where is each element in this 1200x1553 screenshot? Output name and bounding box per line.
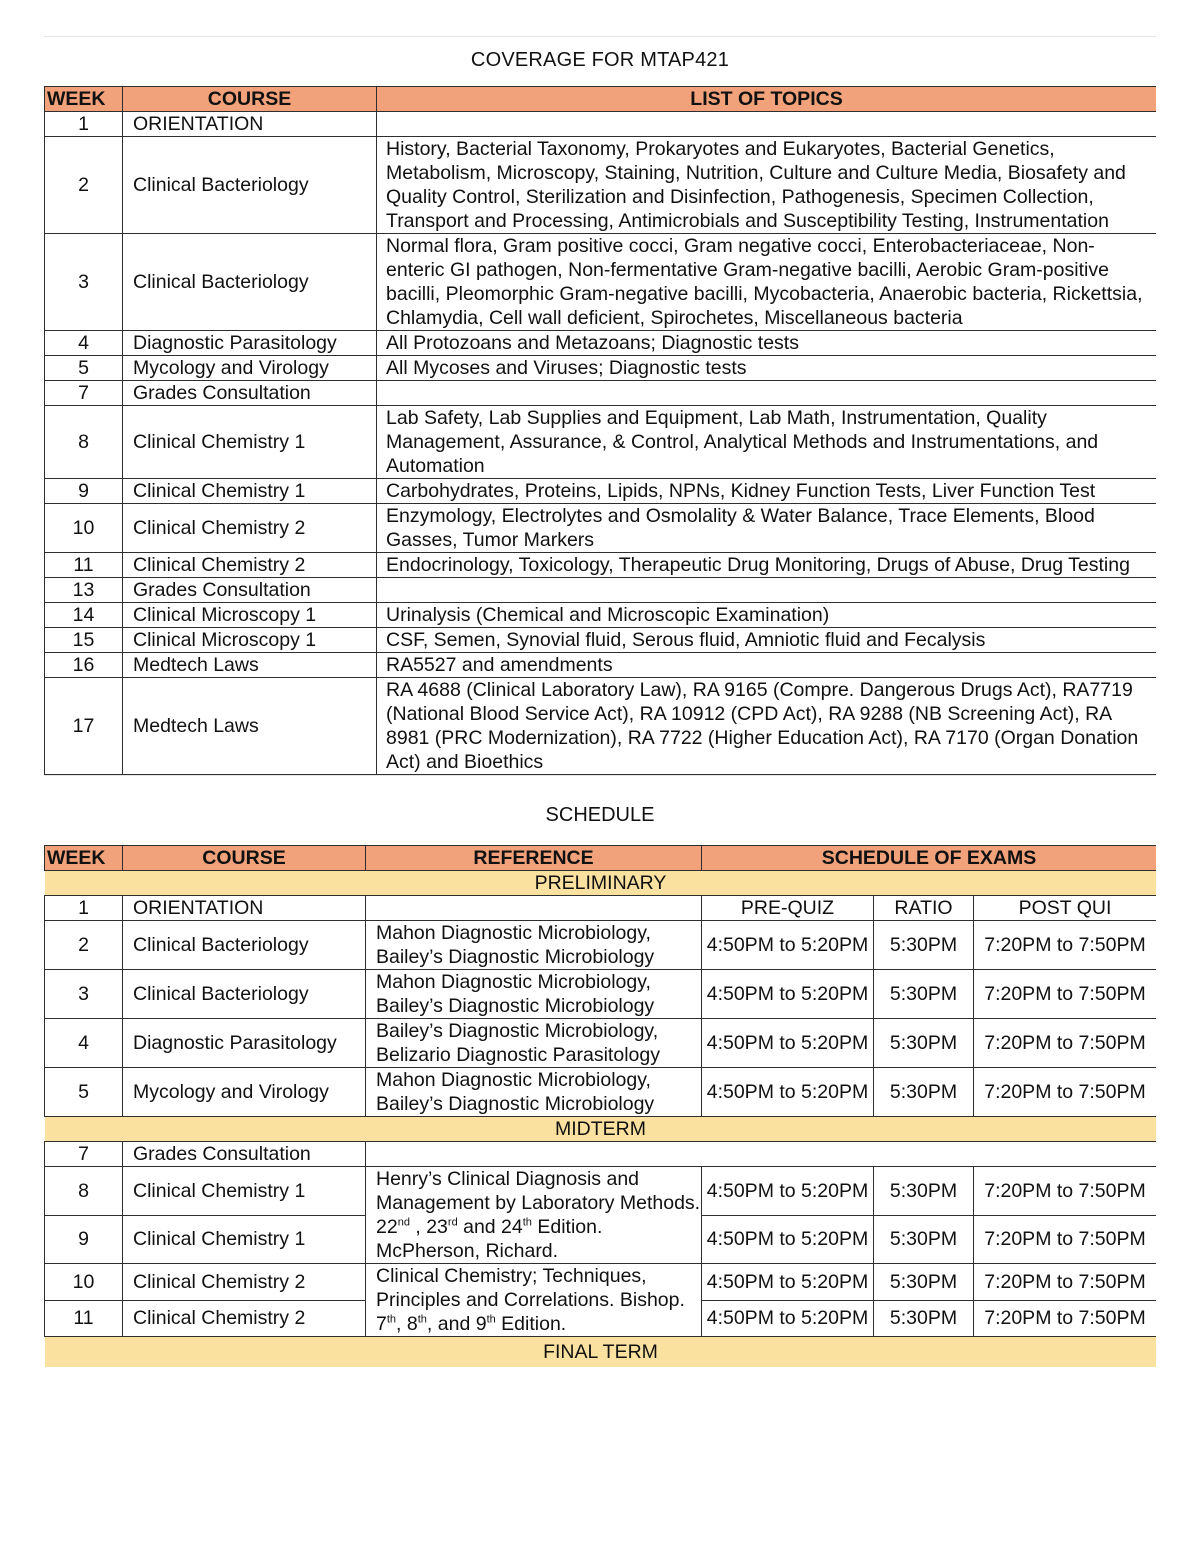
header-week: WEEK (45, 87, 123, 112)
topics-cell (377, 112, 1157, 137)
superscript: th (522, 1216, 532, 1229)
topics-cell: Carbohydrates, Proteins, Lipids, NPNs, Kidney Function Tests, Liver Function Test (377, 479, 1157, 504)
ratio-cell: 5:30PM (874, 1300, 974, 1337)
superscript: nd (397, 1216, 410, 1229)
topics-cell: All Protozoans and Metazoans; Diagnostic tests (377, 331, 1157, 356)
header-course: COURSE (123, 87, 377, 112)
schedule-table (44, 845, 1156, 1367)
section-row (45, 1117, 1157, 1142)
course-cell: Medtech Laws (123, 678, 377, 775)
postquiz-cell: 7:20PM to 7:50PM (974, 1167, 1157, 1216)
superscript: th (417, 1313, 427, 1326)
prequiz-cell: 4:50PM to 5:20PM (702, 1019, 874, 1068)
reference-cell (366, 896, 702, 921)
week-cell: 5 (45, 356, 123, 381)
course-cell: Mycology and Virology (123, 1068, 366, 1117)
coverage-row (45, 406, 1157, 479)
section-row (45, 1337, 1157, 1368)
coverage-row (45, 678, 1157, 775)
document-page (44, 36, 1156, 1476)
topics-cell: Endocrinology, Toxicology, Therapeutic Drug Monitoring, Drugs of Abuse, Drug Testing (377, 553, 1157, 578)
course-cell: Clinical Chemistry 2 (123, 504, 377, 553)
postquiz-cell: 7:20PM to 7:50PM (974, 1068, 1157, 1117)
prequiz-cell: 4:50PM to 5:20PM (702, 1167, 874, 1216)
section-preliminary: PRELIMINARY (45, 871, 1157, 896)
postquiz-cell: 7:20PM to 7:50PM (974, 1300, 1157, 1337)
section-final-term: FINAL TERM (45, 1337, 1157, 1368)
week-cell: 10 (45, 504, 123, 553)
coverage-row (45, 504, 1157, 553)
week-cell: 4 (45, 331, 123, 356)
topics-cell (377, 381, 1157, 406)
week-cell: 11 (45, 553, 123, 578)
course-cell: Clinical Bacteriology (123, 970, 366, 1019)
postquiz-cell: 7:20PM to 7:50PM (974, 1019, 1157, 1068)
week-cell: 7 (45, 381, 123, 406)
course-cell: ORIENTATION (123, 112, 377, 137)
coverage-row (45, 381, 1157, 406)
course-cell: Grades Consultation (123, 381, 377, 406)
course-cell: Clinical Chemistry 1 (123, 1215, 366, 1264)
course-cell: Clinical Bacteriology (123, 137, 377, 234)
week-cell: 14 (45, 603, 123, 628)
reference-cell (366, 1167, 702, 1264)
prequiz-cell: 4:50PM to 5:20PM (702, 970, 874, 1019)
topics-cell: Urinalysis (Chemical and Microscopic Examination) (377, 603, 1157, 628)
course-cell: Clinical Chemistry 2 (123, 1300, 366, 1337)
week-cell: 4 (45, 1019, 123, 1068)
reference-cell (366, 1264, 702, 1337)
course-cell: Clinical Chemistry 2 (123, 553, 377, 578)
coverage-row (45, 112, 1157, 137)
week-cell: 3 (45, 234, 123, 331)
course-cell: ORIENTATION (123, 896, 366, 921)
ratio-cell: 5:30PM (874, 1167, 974, 1216)
prequiz-cell: 4:50PM to 5:20PM (702, 1068, 874, 1117)
schedule-row (45, 1068, 1157, 1117)
course-cell: Clinical Microscopy 1 (123, 603, 377, 628)
schedule-row (45, 1142, 1157, 1167)
week-cell: 13 (45, 578, 123, 603)
prequiz-cell: 4:50PM to 5:20PM (702, 1215, 874, 1264)
week-cell: 1 (45, 896, 123, 921)
course-cell: Grades Consultation (123, 578, 377, 603)
header-schedule-of-exams: SCHEDULE OF EXAMS (702, 846, 1157, 871)
week-cell: 3 (45, 970, 123, 1019)
prequiz-cell: 4:50PM to 5:20PM (702, 1300, 874, 1337)
schedule-row (45, 1019, 1157, 1068)
superscript: th (486, 1313, 496, 1326)
coverage-header-row (45, 87, 1157, 112)
ratio-cell: 5:30PM (874, 1019, 974, 1068)
postquiz-cell: 7:20PM to 7:50PM (974, 1264, 1157, 1301)
coverage-title: COVERAGE FOR MTAP421 (44, 36, 1156, 86)
postquiz-cell: 7:20PM to 7:50PM (974, 1215, 1157, 1264)
reference-text: Edition. (495, 1313, 567, 1335)
reference-cell: Mahon Diagnostic Microbiology, Bailey’s Diagnostic Microbiology (366, 921, 702, 970)
topics-cell: All Mycoses and Viruses; Diagnostic tests (377, 356, 1157, 381)
header-reference: REFERENCE (366, 846, 702, 871)
topics-cell: RA 4688 (Clinical Laboratory Law), RA 9165 (Compre. Dangerous Drugs Act), RA7719 (National Blood Service Act), RA 10912 (CPD Act), RA 9288 (NB Screening Act), RA 8981 (PRC Modernization), RA 7722 (Higher Education Act), RA 7170 (Organ Donation Act) and Bioethics (377, 678, 1157, 775)
reference-cell: Mahon Diagnostic Microbiology, Bailey’s Diagnostic Microbiology (366, 970, 702, 1019)
coverage-row (45, 553, 1157, 578)
reference-text: and 24 (457, 1216, 523, 1238)
course-cell: Clinical Bacteriology (123, 921, 366, 970)
week-cell: 10 (45, 1264, 123, 1301)
course-cell: Clinical Chemistry 2 (123, 1264, 366, 1301)
coverage-row (45, 479, 1157, 504)
reference-text: , 23 (409, 1216, 448, 1238)
prequiz-cell: 4:50PM to 5:20PM (702, 921, 874, 970)
header-course: COURSE (123, 846, 366, 871)
schedule-row (45, 921, 1157, 970)
course-cell: Grades Consultation (123, 1142, 366, 1167)
schedule-row (45, 970, 1157, 1019)
section-midterm: MIDTERM (45, 1117, 1157, 1142)
postquiz-cell: 7:20PM to 7:50PM (974, 921, 1157, 970)
week-cell: 17 (45, 678, 123, 775)
ratio-cell: 5:30PM (874, 1264, 974, 1301)
week-cell: 2 (45, 137, 123, 234)
week-cell: 8 (45, 406, 123, 479)
reference-text: , 8 (396, 1313, 418, 1335)
week-cell: 16 (45, 653, 123, 678)
coverage-row (45, 578, 1157, 603)
empty-cell (366, 1142, 1157, 1167)
schedule-header-row (45, 846, 1157, 871)
schedule-row (45, 1264, 1157, 1301)
week-cell: 11 (45, 1300, 123, 1337)
superscript: rd (447, 1216, 458, 1229)
week-cell: 9 (45, 479, 123, 504)
coverage-row (45, 603, 1157, 628)
coverage-table (44, 86, 1156, 775)
schedule-row (45, 1167, 1157, 1216)
coverage-row (45, 137, 1157, 234)
week-cell: 9 (45, 1215, 123, 1264)
page-clip (44, 36, 1156, 1476)
course-cell: Diagnostic Parasitology (123, 331, 377, 356)
ratio-cell: 5:30PM (874, 1068, 974, 1117)
reference-text: , and 9 (426, 1313, 487, 1335)
section-row (45, 871, 1157, 896)
ratio-cell: 5:30PM (874, 1215, 974, 1264)
topics-cell (377, 578, 1157, 603)
course-cell: Clinical Chemistry 1 (123, 479, 377, 504)
ratio-cell: 5:30PM (874, 970, 974, 1019)
coverage-row (45, 628, 1157, 653)
course-cell: Clinical Microscopy 1 (123, 628, 377, 653)
course-cell: Mycology and Virology (123, 356, 377, 381)
header-week: WEEK (45, 846, 123, 871)
course-cell: Diagnostic Parasitology (123, 1019, 366, 1068)
coverage-row (45, 234, 1157, 331)
topics-cell: Lab Safety, Lab Supplies and Equipment, Lab Math, Instrumentation, Quality Management, Assurance, & Control, Analytical Methods and Instrumentations, and Automation (377, 406, 1157, 479)
topics-cell: History, Bacterial Taxonomy, Prokaryotes and Eukaryotes, Bacterial Genetics, Metabolism, Microscopy, Staining, Nutrition, Culture and Culture Media, Biosafety and Quality Control, Sterilization and Disinfection, Pathogenesis, Specimen Collection, Transport and Processing, Antimicrobials and Susceptibility Testing, Instrumentation (377, 137, 1157, 234)
topics-cell: Enzymology, Electrolytes and Osmolality & Water Balance, Trace Elements, Blood Gasses, Tumor Markers (377, 504, 1157, 553)
subheader-prequiz: PRE-QUIZ (702, 896, 874, 921)
week-cell: 2 (45, 921, 123, 970)
reference-text: Henry’s Clinical Diagnosis and Management by Laboratory Methods. 22 (376, 1168, 701, 1238)
week-cell: 7 (45, 1142, 123, 1167)
course-cell: Clinical Chemistry 1 (123, 1167, 366, 1216)
schedule-title: SCHEDULE (44, 775, 1156, 845)
week-cell: 5 (45, 1068, 123, 1117)
ratio-cell: 5:30PM (874, 921, 974, 970)
topics-cell: CSF, Semen, Synovial fluid, Serous fluid, Amniotic fluid and Fecalysis (377, 628, 1157, 653)
coverage-row (45, 653, 1157, 678)
course-cell: Clinical Chemistry 1 (123, 406, 377, 479)
subheader-postquiz: POST QUI (974, 896, 1157, 921)
week-cell: 15 (45, 628, 123, 653)
postquiz-cell: 7:20PM to 7:50PM (974, 970, 1157, 1019)
coverage-row (45, 356, 1157, 381)
coverage-row (45, 331, 1157, 356)
subheader-ratio: RATIO (874, 896, 974, 921)
reference-cell: Bailey’s Diagnostic Microbiology, Belizario Diagnostic Parasitology (366, 1019, 702, 1068)
course-cell: Clinical Bacteriology (123, 234, 377, 331)
schedule-row (45, 896, 1157, 921)
reference-text: Edition. McPherson, Richard. (376, 1216, 603, 1262)
week-cell: 8 (45, 1167, 123, 1216)
prequiz-cell: 4:50PM to 5:20PM (702, 1264, 874, 1301)
topics-cell: Normal flora, Gram positive cocci, Gram negative cocci, Enterobacteriaceae, Non-enteric GI pathogen, Non-fermentative Gram-negative bacilli, Aerobic Gram-positive bacilli, Pleomorphic Gram-negative bacilli, Mycobacteria, Anaerobic bacteria, Rickettsia, Chlamydia, Cell wall deficient, Spirochetes, Miscellaneous bacteria (377, 234, 1157, 331)
superscript: th (386, 1313, 397, 1326)
reference-text: Clinical Chemistry; Techniques, Principles and Correlations. Bishop. 7 (376, 1265, 685, 1335)
course-cell: Medtech Laws (123, 653, 377, 678)
header-topics: LIST OF TOPICS (377, 87, 1157, 112)
reference-cell: Mahon Diagnostic Microbiology, Bailey’s Diagnostic Microbiology (366, 1068, 702, 1117)
week-cell: 1 (45, 112, 123, 137)
topics-cell: RA5527 and amendments (377, 653, 1157, 678)
